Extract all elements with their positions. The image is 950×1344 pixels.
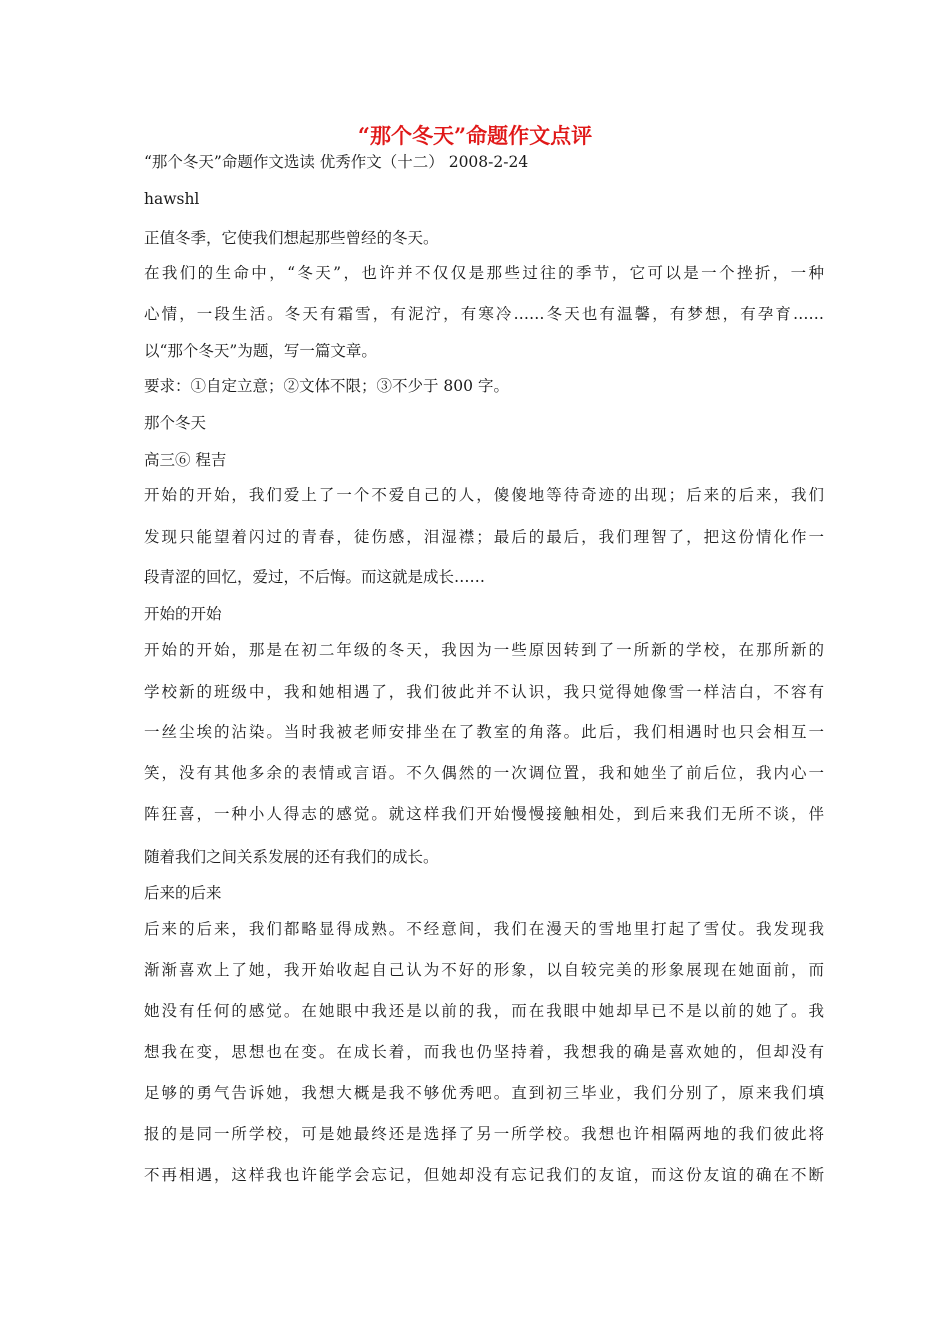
body-line: 她没有任何的感觉。在她眼中我还是以前的我，而在我眼中她却早已不是以前的她了。我 — [144, 1002, 824, 1020]
body-line: 以“那个冬天”为题，写一篇文章。 — [144, 342, 377, 360]
body-line: 高三⑥ 程吉 — [144, 451, 227, 469]
body-line: 阵狂喜，一种小人得志的感觉。就这样我们开始慢慢接触相处，到后来我们无所不谈，伴 — [144, 805, 824, 823]
body-line: 开始的开始，那是在初二年级的冬天，我因为一些原因转到了一所新的学校，在那所新的 — [144, 641, 824, 659]
body-line: 渐渐喜欢上了她，我开始收起自己认为不好的形象，以自较完美的形象展现在她面前，而 — [144, 961, 824, 979]
body-line: 足够的勇气告诉她，我想大概是我不够优秀吧。直到初三毕业，我们分别了，原来我们填 — [144, 1084, 824, 1102]
body-line: 笑，没有其他多余的表情或言语。不久偶然的一次调位置，我和她坐了前后位，我内心一 — [144, 764, 824, 782]
body-line: 心情，一段生活。冬天有霜雪，有泥泞，有寒冷……冬天也有温馨，有梦想，有孕育…… — [144, 305, 824, 323]
body-line: 后来的后来 — [144, 884, 222, 902]
document-title: “那个冬天”命题作文点评 — [357, 123, 593, 148]
body-line: 不再相遇，这样我也许能学会忘记，但她却没有忘记我们的友谊，而这份友谊的确在不断 — [144, 1166, 824, 1184]
body-line: 想我在变，思想也在变。在成长着，而我也仍坚持着，我想我的确是喜欢她的，但却没有 — [144, 1043, 824, 1061]
author-name: hawshl — [144, 190, 200, 208]
body-line: 开始的开始，我们爱上了一个不爱自己的人，傻傻地等待奇迹的出现；后来的后来，我们 — [144, 486, 824, 504]
body-line: 那个冬天 — [144, 414, 207, 432]
body-line: 一丝尘埃的沾染。当时我被老师安排坐在了教室的角落。此后，我们相遇时也只会相互一 — [144, 723, 824, 741]
body-line: 正值冬季，它使我们想起那些曾经的冬天。 — [144, 229, 439, 247]
body-line: 在我们的生命中，“冬天”，也许并不仅仅是那些过往的季节，它可以是一个挫折，一种 — [144, 264, 824, 282]
body-line: 开始的开始 — [144, 605, 222, 623]
body-line: 报的是同一所学校，可是她最终还是选择了另一所学校。我想也许相隔两地的我们彼此将 — [144, 1125, 824, 1143]
body-line: 随着我们之间关系发展的还有我们的成长。 — [144, 848, 439, 866]
document-subtitle: “那个冬天”命题作文选读 优秀作文（十二） 2008-2-24 — [144, 153, 529, 171]
body-line: 学校新的班级中，我和她相遇了，我们彼此并不认识，我只觉得她像雪一样洁白，不容有 — [144, 683, 824, 701]
body-line: 后来的后来，我们都略显得成熟。不经意间，我们在漫天的雪地里打起了雪仗。我发现我 — [144, 920, 824, 938]
body-line: 发现只能望着闪过的青春，徒伤感，泪湿襟；最后的最后，我们理智了，把这份情化作一 — [144, 528, 824, 546]
body-line: 要求：①自定立意；②文体不限；③不少于 800 字。 — [144, 377, 509, 395]
body-line: 段青涩的回忆，爱过，不后悔。而这就是成长…… — [144, 568, 486, 586]
